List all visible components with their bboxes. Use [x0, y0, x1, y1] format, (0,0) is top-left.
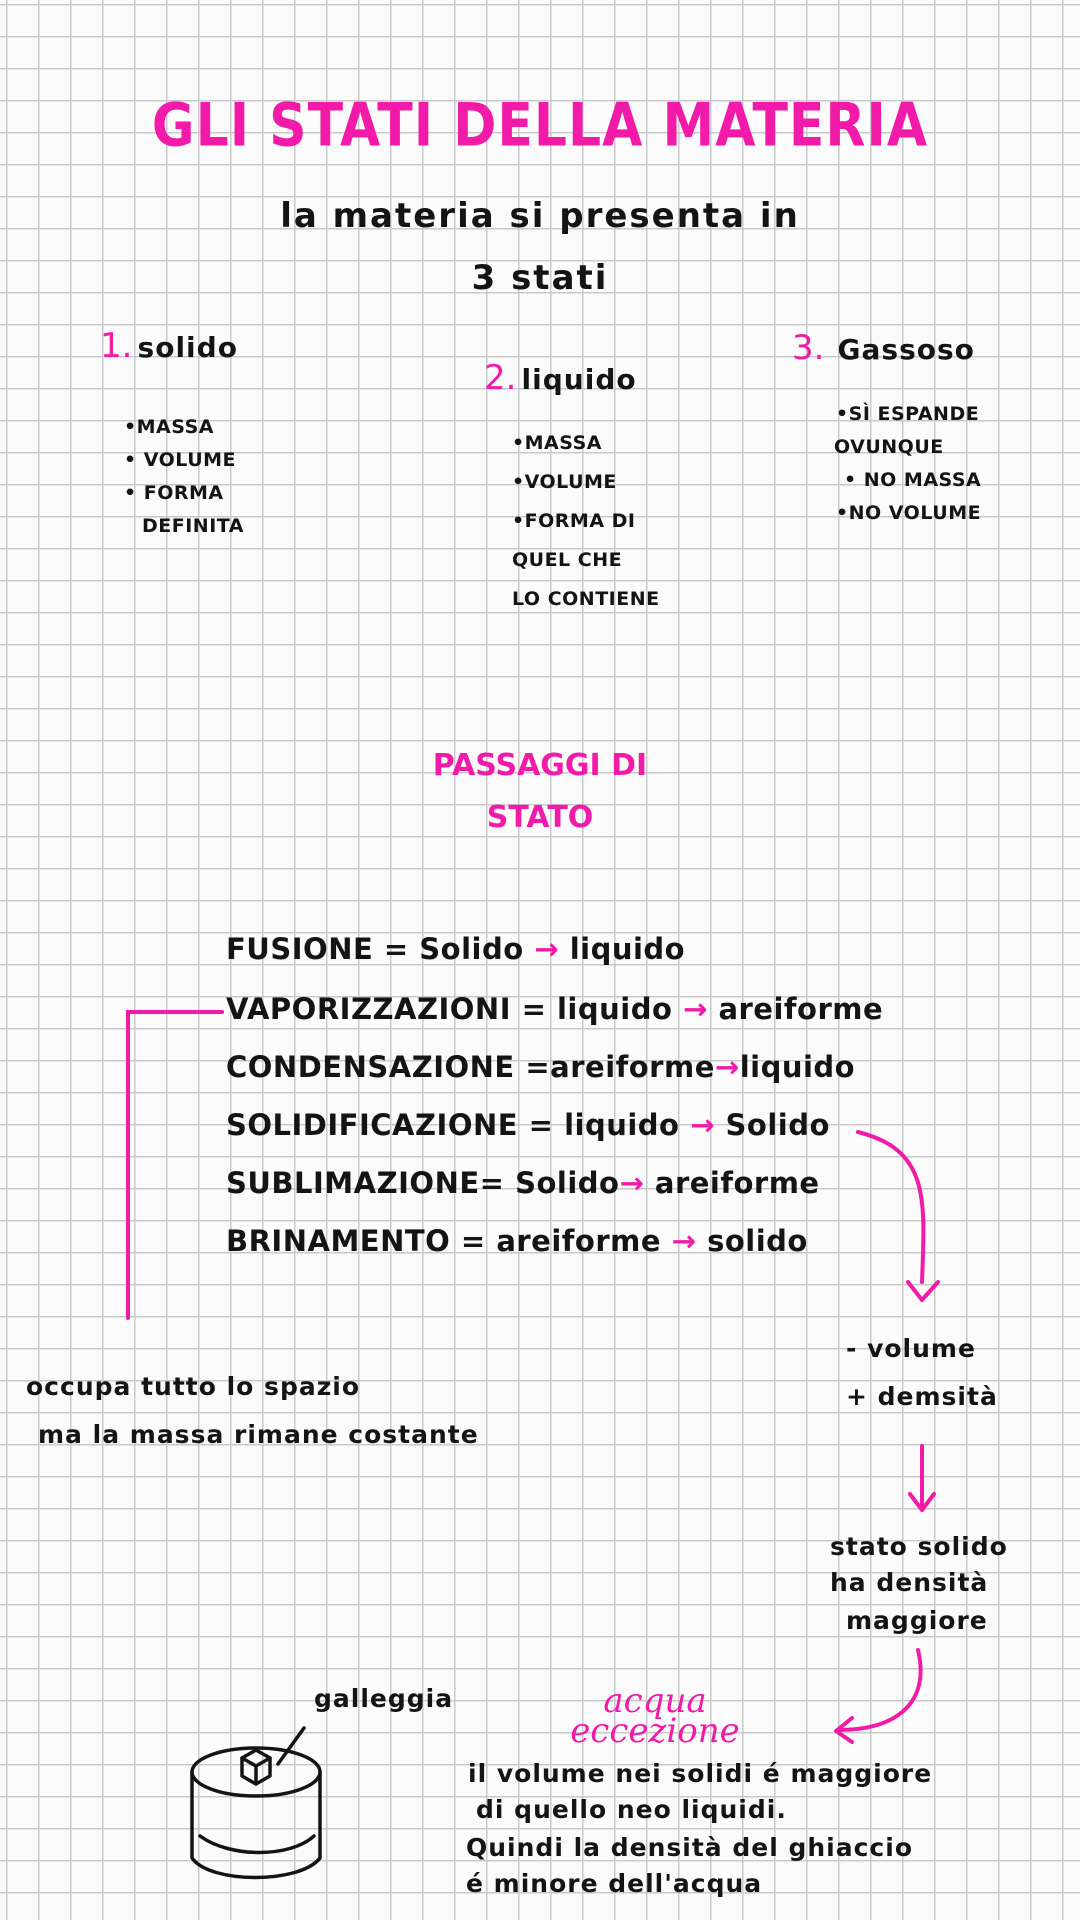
acqua-line-2: eccezione — [570, 1711, 740, 1751]
prop-item: • NO MASSA — [844, 469, 982, 491]
arrow-icon: → — [534, 932, 560, 966]
transition-to: liquido — [569, 932, 686, 966]
arrow-icon: → — [671, 1224, 697, 1258]
note-left-line-1: occupa tutto lo spazio — [26, 1372, 360, 1401]
transition-name: VAPORIZZAZIONI — [226, 992, 511, 1026]
prop-item: • VOLUME — [124, 449, 237, 471]
transition-sep: = — [450, 1224, 497, 1258]
transition-name: BRINAMENTO — [226, 1224, 451, 1258]
transition-to: Solido — [725, 1108, 830, 1142]
note-left-line-2: ma la massa rimane costante — [38, 1420, 479, 1449]
acqua-line-1: acqua — [603, 1681, 707, 1721]
final-line-1: il volume nei solidi é maggiore — [468, 1759, 933, 1788]
curve-arrow — [858, 1132, 923, 1282]
prop-item: •MASSA — [512, 432, 602, 454]
transition-sep: = — [373, 932, 420, 966]
state-name-liquido: liquido — [521, 363, 637, 396]
intro-line-1: la materia si presenta in — [280, 196, 800, 236]
prop-item: •FORMA DI — [512, 510, 636, 532]
transition-to: solido — [707, 1224, 808, 1258]
transition-from: liquido — [556, 992, 673, 1026]
transition-sep: = — [510, 992, 557, 1026]
final-line-3: Quindi la densità del ghiaccio — [466, 1833, 913, 1862]
prop-item: •MASSA — [124, 416, 214, 438]
transition-from: areiforme — [550, 1050, 715, 1084]
arrow-icon: → — [714, 1050, 740, 1084]
acqua-eccezione — [550, 1681, 760, 1751]
final-line-2: di quello neo liquidi. — [476, 1795, 787, 1824]
solid-density-line-1: stato solido — [830, 1532, 1008, 1561]
prop-item: •VOLUME — [512, 471, 617, 493]
prop-item: •SÌ ESPANDE — [836, 403, 980, 425]
galleggia-label: galleggia — [314, 1684, 454, 1713]
transition-from: Solido — [515, 1166, 620, 1200]
transition-from: Solido — [419, 932, 524, 966]
page-title: GLI STATI DELLA MATERIA — [151, 91, 929, 161]
glass-icon — [192, 1728, 320, 1878]
state-number-3: 3. — [792, 328, 825, 368]
prop-item: DEFINITA — [142, 515, 244, 537]
transition-sep: = — [479, 1166, 516, 1200]
solid-density-line-3: maggiore — [846, 1606, 988, 1635]
transition-name: FUSIONE — [226, 932, 374, 966]
arrow-icon: → — [619, 1166, 645, 1200]
passaggi-line-2: STATO — [486, 800, 594, 835]
final-line-4: é minore dell'acqua — [466, 1869, 763, 1898]
plus-density: + demsità — [846, 1382, 998, 1411]
arrow-icon: → — [683, 992, 708, 1026]
curve-arrow-head — [908, 1282, 938, 1300]
transition-to: areiforme — [654, 1166, 820, 1200]
transition-from: liquido — [564, 1108, 680, 1142]
transition-name: SOLIDIFICAZIONE — [226, 1108, 519, 1142]
state-name-solido: solido — [137, 331, 238, 364]
transition-sep: = — [518, 1108, 565, 1142]
state-number-2: 2. — [484, 358, 517, 398]
transition-from: areiforme — [496, 1224, 662, 1258]
minus-volume: - volume — [846, 1334, 976, 1363]
solid-density-line-2: ha densità — [830, 1568, 989, 1597]
prop-item: OVUNQUE — [834, 436, 944, 458]
transition-to: liquido — [739, 1050, 856, 1084]
transition-to: areiforme — [718, 992, 884, 1026]
prop-item: • FORMA — [124, 482, 224, 504]
bracket-line — [128, 1012, 222, 1318]
prop-item: LO CONTIENE — [512, 588, 660, 610]
transition-sep: = — [514, 1050, 551, 1084]
intro-line-2: 3 stati — [471, 258, 609, 298]
transition-name: SUBLIMAZIONE — [226, 1166, 480, 1200]
prop-item: QUEL CHE — [512, 549, 623, 571]
passaggi-line-1: PASSAGGI DI — [432, 748, 648, 783]
prop-item: •NO VOLUME — [836, 502, 982, 524]
state-number-1: 1. — [100, 326, 133, 366]
arrow-icon: → — [690, 1108, 715, 1142]
state-name-gassoso: Gassoso — [837, 333, 975, 366]
transition-name: CONDENSAZIONE — [226, 1050, 515, 1084]
